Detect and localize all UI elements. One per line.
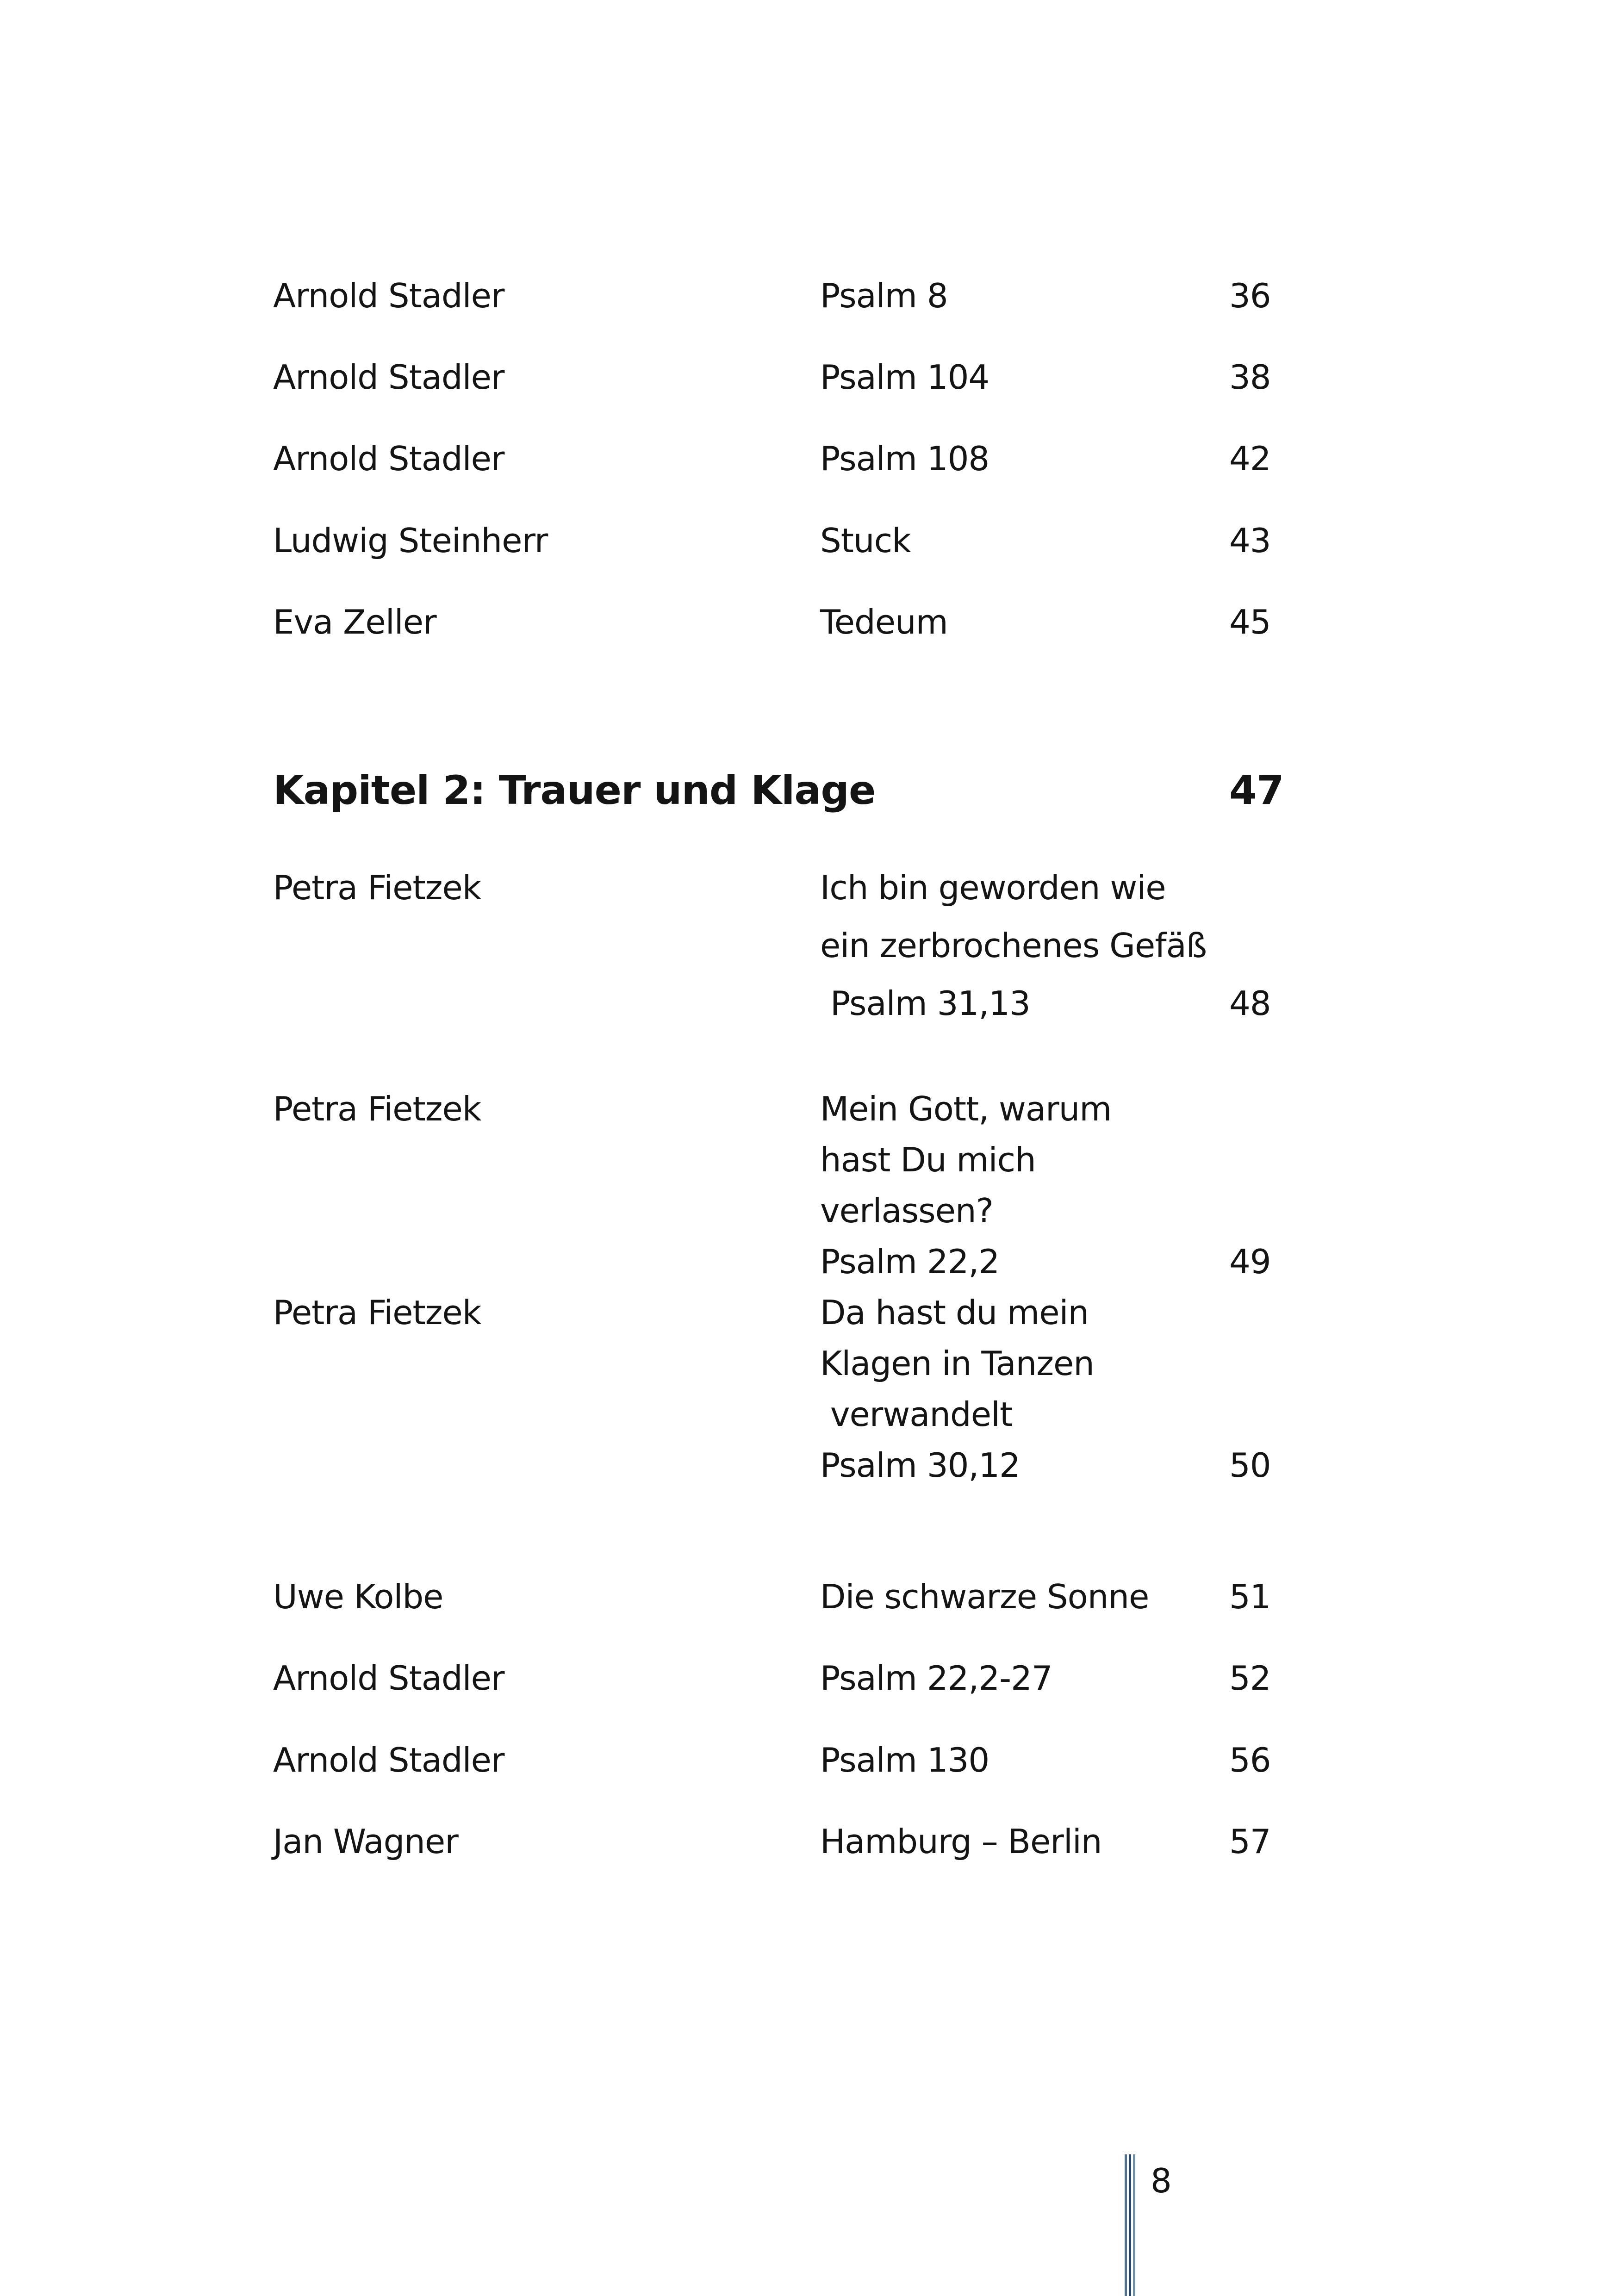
chapter-title: Kapitel 2: Trauer und Klage: [273, 767, 876, 814]
toc-page-number: 51: [1229, 1577, 1271, 1616]
toc-author: Jan Wagner: [273, 1822, 458, 1861]
toc-title: Psalm 108: [820, 439, 989, 478]
toc-title: Hamburg – Berlin: [820, 1822, 1102, 1861]
footer-rule: [1125, 2154, 1136, 2296]
toc-page-number: 56: [1229, 1741, 1271, 1780]
toc-title: Psalm 8: [820, 276, 948, 315]
toc-page-number: 49: [1229, 1242, 1271, 1281]
toc-author: Uwe Kolbe: [273, 1577, 443, 1616]
toc-title-line: ein zerbrochenes Gefäß: [820, 926, 1207, 965]
chapter-page-number: 47: [1229, 767, 1284, 814]
toc-author: Arnold Stadler: [273, 439, 504, 478]
toc-author: Ludwig Steinherr: [273, 521, 548, 560]
footer-rule-line: [1125, 2154, 1127, 2296]
toc-title-line: Psalm 22,2: [820, 1242, 1000, 1281]
toc-title: Stuck: [820, 521, 911, 560]
toc-author: Petra Fietzek: [273, 1089, 481, 1128]
footer-rule-line: [1133, 2154, 1135, 2296]
toc-page-number: 57: [1229, 1822, 1271, 1861]
toc-author: Arnold Stadler: [273, 358, 504, 397]
footer-rule-line: [1129, 2154, 1131, 2296]
toc-title-line: verlassen?: [820, 1191, 993, 1230]
toc-page-number: 38: [1229, 358, 1271, 397]
toc-title-line: Psalm 30,12: [820, 1446, 1020, 1485]
toc-page-number: 48: [1229, 984, 1271, 1023]
toc-title-line: Mein Gott, warum: [820, 1089, 1112, 1128]
toc-title-line: Psalm 31,13: [820, 984, 1030, 1023]
toc-page-number: 42: [1229, 439, 1271, 478]
toc-page-number: 36: [1229, 276, 1271, 315]
toc-author: Petra Fietzek: [273, 1293, 481, 1332]
toc-title-line: Klagen in Tanzen: [820, 1344, 1094, 1383]
toc-title: Psalm 104: [820, 358, 989, 397]
toc-author: Arnold Stadler: [273, 276, 504, 315]
toc-author: Arnold Stadler: [273, 1659, 504, 1698]
toc-title-line: Ich bin geworden wie: [820, 868, 1166, 907]
toc-title: Psalm 130: [820, 1741, 989, 1780]
toc-title-line: Da hast du mein: [820, 1293, 1089, 1332]
toc-author: Petra Fietzek: [273, 868, 481, 907]
toc-title: Psalm 22,2-27: [820, 1659, 1052, 1698]
toc-page-number: 50: [1229, 1446, 1271, 1485]
toc-title: Tedeum: [820, 603, 948, 641]
toc-page-number: 52: [1229, 1659, 1271, 1698]
toc-title-line: hast Du mich: [820, 1140, 1036, 1179]
toc-title: Die schwarze Sonne: [820, 1577, 1149, 1616]
page-number: 8: [1151, 2161, 1171, 2200]
toc-page-number: 45: [1229, 603, 1271, 641]
toc-author: Eva Zeller: [273, 603, 436, 641]
toc-title-line: verwandelt: [820, 1395, 1013, 1434]
toc-page-number: 43: [1229, 521, 1271, 560]
toc-author: Arnold Stadler: [273, 1741, 504, 1780]
